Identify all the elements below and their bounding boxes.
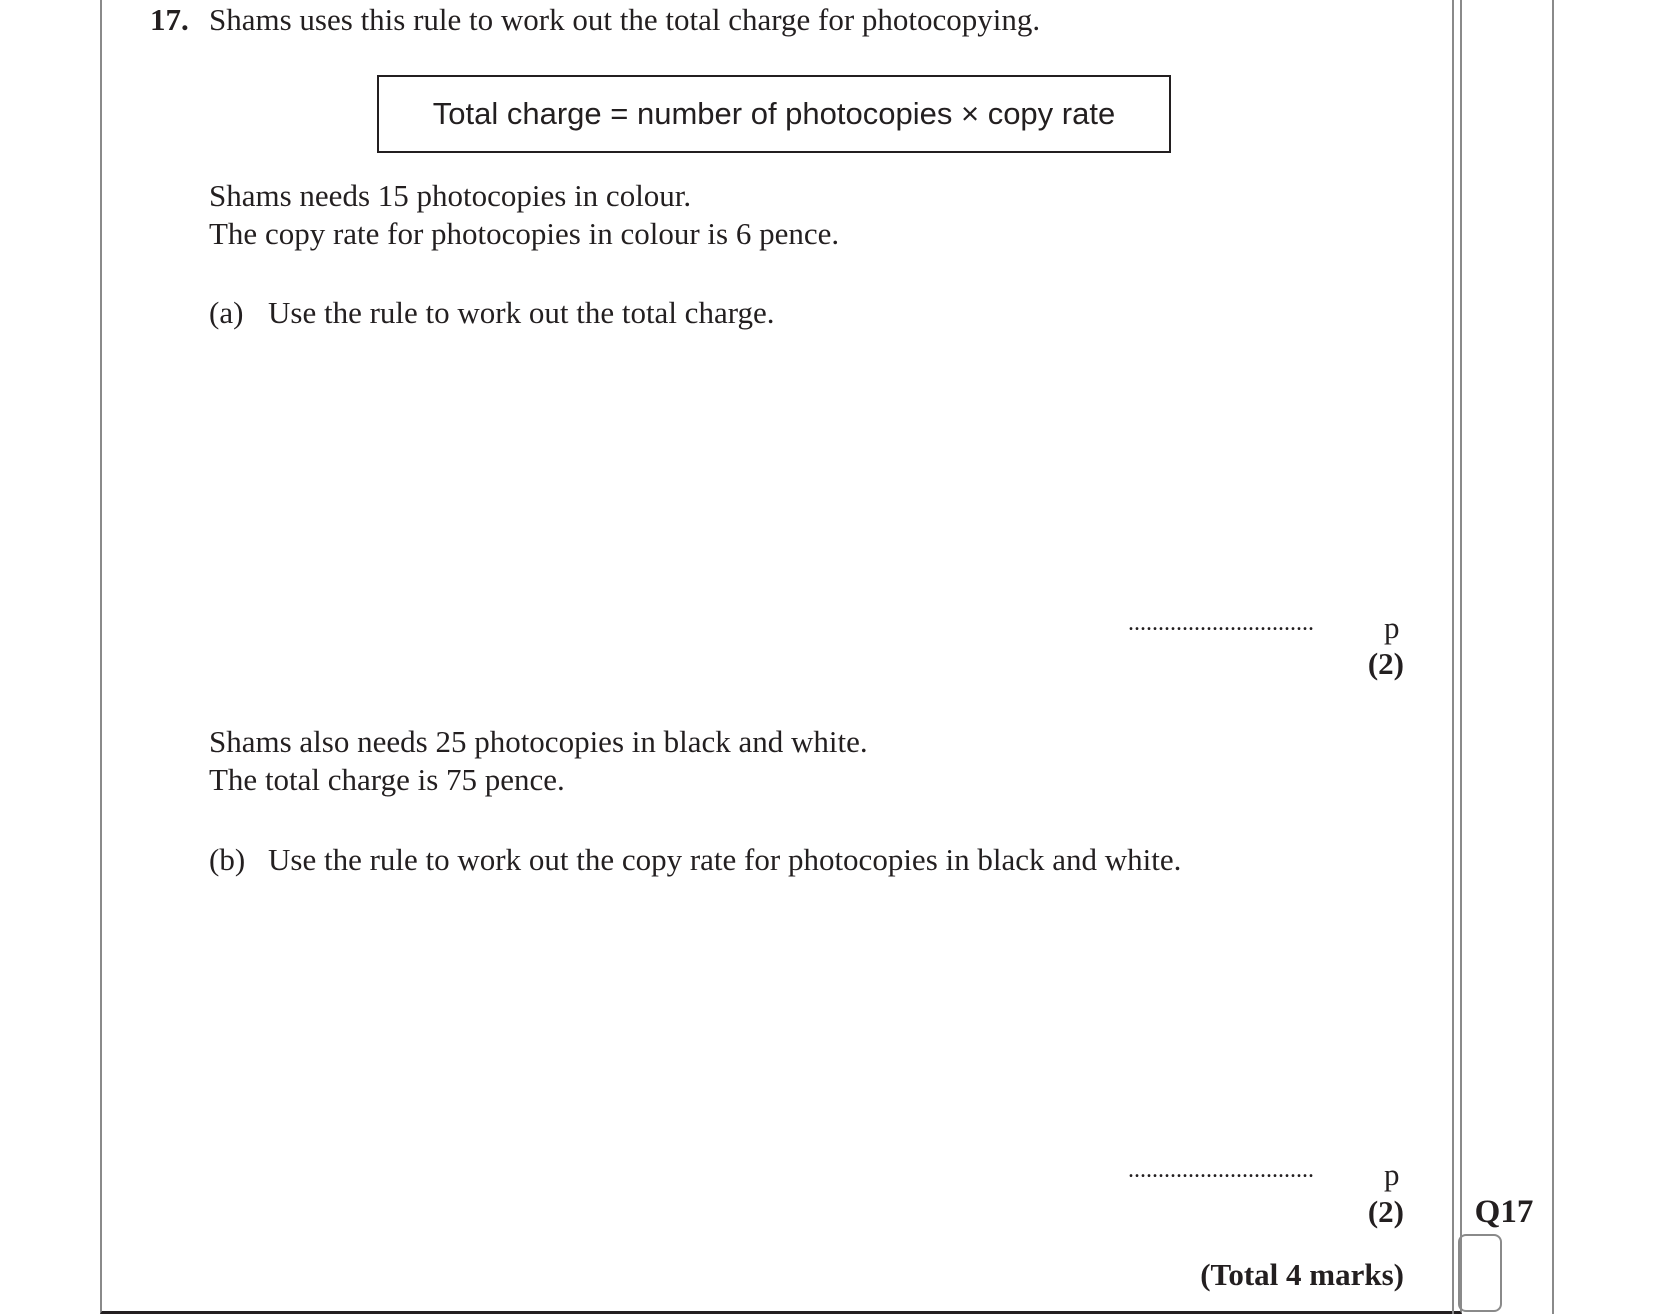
context-a-line2: The copy rate for photocopies in colour is 6 pence. <box>209 216 840 251</box>
context-b-line1: Shams also needs 25 photocopies in black and white. <box>209 724 868 759</box>
answer-b-line[interactable]: ............................... <box>1128 1157 1314 1183</box>
question-number: 17. <box>150 2 189 37</box>
margin-divider <box>1452 0 1454 1314</box>
answer-a-unit: p <box>1384 610 1400 645</box>
part-a-text: Use the rule to work out the total charge. <box>268 295 775 330</box>
examiner-mark-box <box>1458 1234 1502 1312</box>
part-b-label: (b) <box>209 842 246 877</box>
rule-text: Total charge = number of photocopies × copy rate <box>432 96 1116 131</box>
answer-b-unit: p <box>1384 1157 1400 1192</box>
page-right-border <box>1552 0 1554 1314</box>
margin-question-label: Q17 <box>1474 1194 1534 1230</box>
answer-a-line[interactable]: ............................... <box>1128 610 1314 636</box>
marks-b: (2) <box>1367 1194 1404 1229</box>
context-a-line1: Shams needs 15 photocopies in colour. <box>209 178 692 213</box>
context-b-line2: The total charge is 75 pence. <box>209 762 565 797</box>
part-b-text: Use the rule to work out the copy rate for photocopies in black and white. <box>268 842 1182 877</box>
question-intro: Shams uses this rule to work out the total charge for photocopying. <box>209 2 1041 37</box>
part-a-label: (a) <box>209 295 244 330</box>
marks-a: (2) <box>1367 646 1404 681</box>
total-marks: (Total 4 marks) <box>1200 1257 1404 1292</box>
rule-box <box>377 75 1171 153</box>
